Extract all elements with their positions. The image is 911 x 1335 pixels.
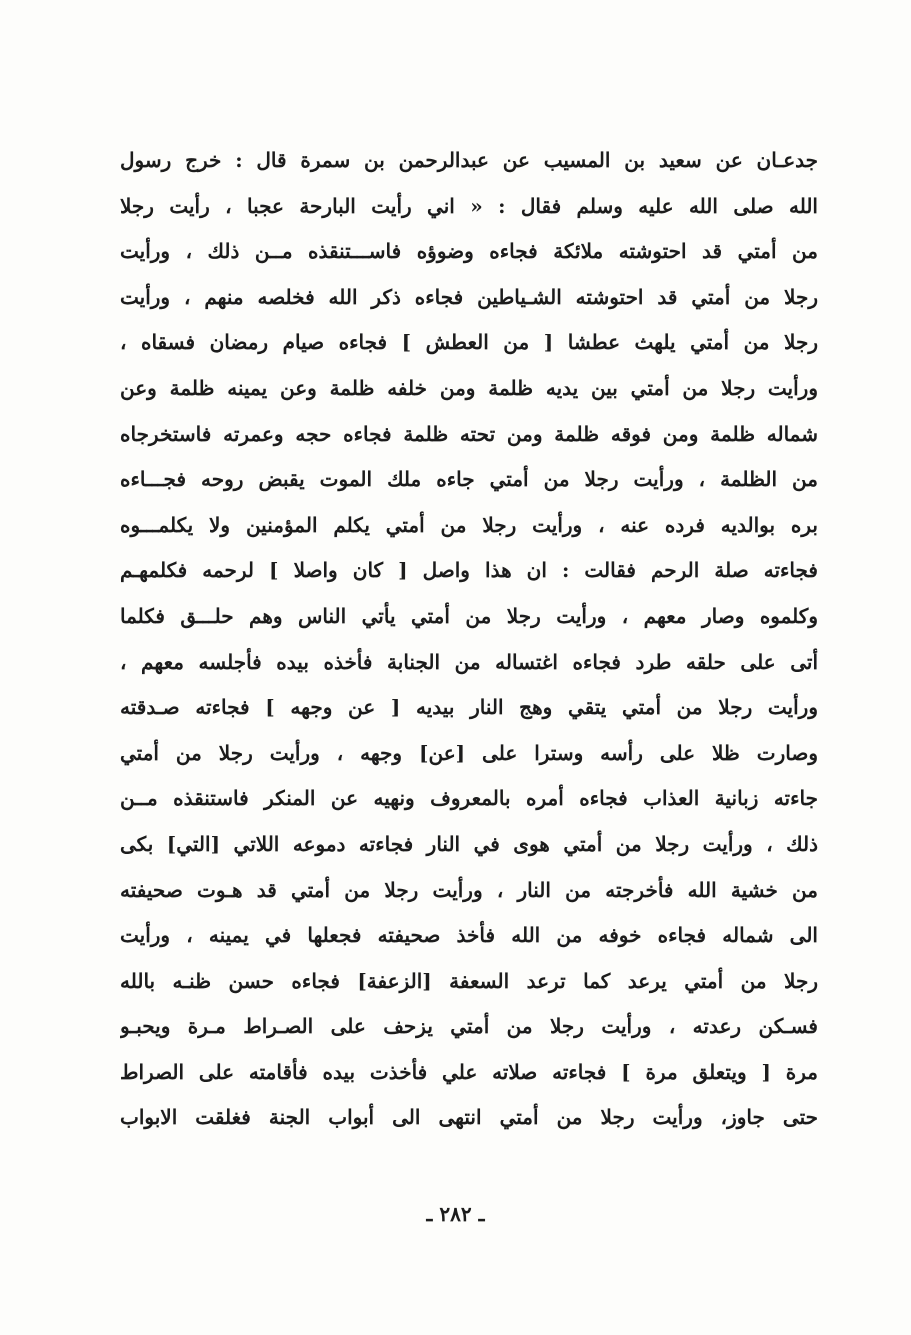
text-line-5: رجلا من أمتي يلهث عطشا [ من العطش ] فجاءه صيام رمضان فسقاه ، (120, 330, 818, 355)
text-line-3: من أمتي قد احتوشته ملائكة فجاءه وضوؤه فاســـتنقذه مــن ذلك ، ورأيت (120, 239, 818, 264)
text-line-12: أتى على حلقه طرد فجاءه اغتساله من الجنابة فأخذه بيده فأجلسه معهم ، (120, 649, 818, 674)
text-line-17: من خشية الله فأخرجته من النار ، ورأيت رجلا من أمتي قد هـوت صحيفته (120, 877, 818, 902)
text-line-14: وصارت ظلا على رأسه وسترا على [عن] وجهه ، ورأيت رجلا من أمتي (120, 740, 818, 765)
text-line-2: الله صلى الله عليه وسلم فقال : « اني رأيت البارحة عجبا ، رأيت رجلا (120, 193, 818, 218)
text-line-18: الى شماله فجاءه خوفه من الله فأخذ صحيفته فجعلها في يمينه ، ورأيت (120, 923, 818, 948)
text-line-15: جاءته زبانية العذاب فجاءه أمره بالمعروف ونهيه عن المنكر فاستنقذه مــن (120, 786, 818, 811)
text-line-21: مرة [ ويتعلق مرة ] فجاءته صلاته علي فأخذت بيده فأقامته على الصراط (120, 1059, 818, 1084)
text-line-1: جدعـان عن سعيد بن المسيب عن عبدالرحمن بن سمرة قال : خرج رسول (120, 148, 818, 172)
text-line-19: رجلا من أمتي يرعد كما ترعد السعفة [الزعفة] فجاءه حسن ظنـه بالله (120, 968, 818, 993)
page-number: ـ ٢٨٢ ـ (426, 1202, 485, 1226)
text-line-8: من الظلمة ، ورأيت رجلا من أمتي جاءه ملك الموت يقبض روحه فجـــاءه (120, 467, 818, 492)
text-line-7: شماله ظلمة ومن فوقه ظلمة ومن تحته ظلمة فجاءه حجه وعمرته فاستخرجاه (120, 421, 818, 446)
text-line-22: حتى جاوز، ورأيت رجلا من أمتي انتهى الى أبواب الجنة فغلقت الابواب (120, 1105, 818, 1130)
text-line-20: فسـكن رعدته ، ورأيت رجلا من أمتي يزحف على الصـراط مـرة ويحبـو (120, 1014, 818, 1039)
text-line-4: رجلا من أمتي قد احتوشته الشـياطين فجاءه ذكر الله فخلصه منهم ، ورأيت (120, 284, 818, 309)
body-text (120, 138, 818, 1141)
text-line-9: بره بوالديه فرده عنه ، ورأيت رجلا من أمتي يكلم المؤمنين ولا يكلمـــوه (120, 512, 818, 537)
text-line-6: ورأيت رجلا من أمتي بين يديه ظلمة ومن خلفه ظلمة وعن يمينه ظلمة وعن (120, 375, 818, 400)
text-line-13: ورأيت رجلا من أمتي يتقي وهج النار بيديه [ عن وجهه ] فجاءته صـدقته (120, 695, 818, 720)
text-line-10: فجاءته صلة الرحم فقالت : ان هذا واصل [ كان واصلا ] لرحمه فكلمهـم (120, 558, 818, 583)
text-line-16: ذلك ، ورأيت رجلا من أمتي هوى في النار فجاءته دموعه اللاتي [التي] بكى (120, 831, 818, 856)
text-line-11: وكلموه وصار معهم ، ورأيت رجلا من أمتي يأتي الناس وهم حلـــق فكلما (120, 603, 818, 628)
